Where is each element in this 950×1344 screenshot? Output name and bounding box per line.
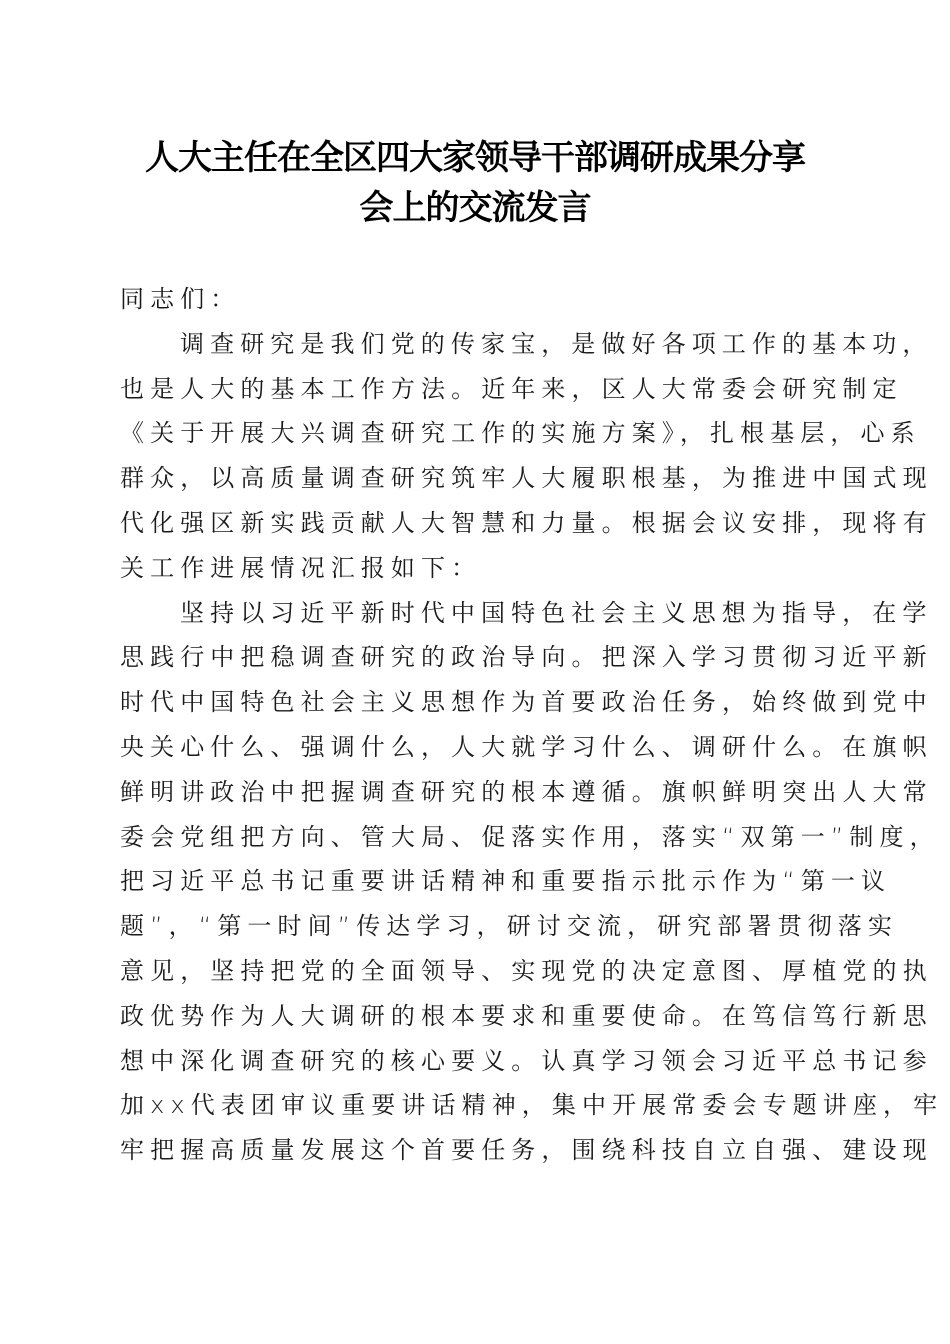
- paragraph-first-line: 调查研究是我们党的传家宝，是做好各项工作的基本功，: [180, 329, 933, 358]
- paragraph-line: 鲜明讲政治中把握调查研究的根本遵循。旗帜鲜明突出人大常: [120, 777, 933, 806]
- paragraph-line: 把习近平总书记重要讲话精神和重要指示批示作为“第一议: [120, 867, 892, 896]
- paragraph-line: 央关心什么、强调什么，人大就学习什么、调研什么。在旗帜: [120, 732, 933, 761]
- title-line-2: 会上的交流发言: [359, 188, 591, 228]
- paragraph-line: 思践行中把稳调查研究的政治导向。把深入学习贯彻习近平新: [120, 643, 933, 672]
- paragraph-line: 政优势作为人大调研的根本要求和重要使命。在笃信笃行新思: [120, 1001, 933, 1030]
- paragraph-line: 《关于开展大兴调查研究工作的实施方案》，扎根基层，心系: [120, 419, 921, 448]
- paragraph-first-line: 坚持以习近平新时代中国特色社会主义思想为指导，在学: [180, 598, 933, 627]
- paragraph-line: 代化强区新实践贡献人大智慧和力量。根据会议安排，现将有: [120, 508, 933, 537]
- document-title: [100, 133, 850, 233]
- document-body: [120, 277, 944, 1173]
- paragraph-line: 也是人大的基本工作方法。近年来，区人大常委会研究制定: [120, 374, 903, 403]
- paragraph-line: 关工作进展情况汇报如下：: [120, 553, 482, 582]
- paragraph-line: 意见，坚持把党的全面领导、实现党的决定意图、厚植党的执: [120, 956, 933, 985]
- paragraph-line: 加xx代表团审议重要讲话精神，集中开展常委会专题讲座，牢: [120, 1091, 944, 1120]
- salutation: 同志们：: [120, 285, 241, 313]
- paragraph-line: 牢把握高质量发展这个首要任务，围绕科技自立自强、建设现: [120, 1136, 933, 1165]
- body-text: [120, 322, 944, 1173]
- title-line-1: 人大主任在全区四大家领导干部调研成果分享: [145, 138, 805, 178]
- paragraph-line: 时代中国特色社会主义思想作为首要政治任务，始终做到党中: [120, 688, 933, 717]
- paragraph-line: 群众，以高质量调查研究筑牢人大履职根基，为推进中国式现: [120, 464, 933, 493]
- paragraph-line: 委会党组把方向、管大局、促落实作用，落实“双第一”制度，: [120, 822, 940, 851]
- paragraph-line: 想中深化调查研究的核心要义。认真学习领会习近平总书记参: [120, 1046, 933, 1075]
- paragraph-line: 题”，“第一时间”传达学习，研讨交流，研究部署贯彻落实: [120, 912, 898, 941]
